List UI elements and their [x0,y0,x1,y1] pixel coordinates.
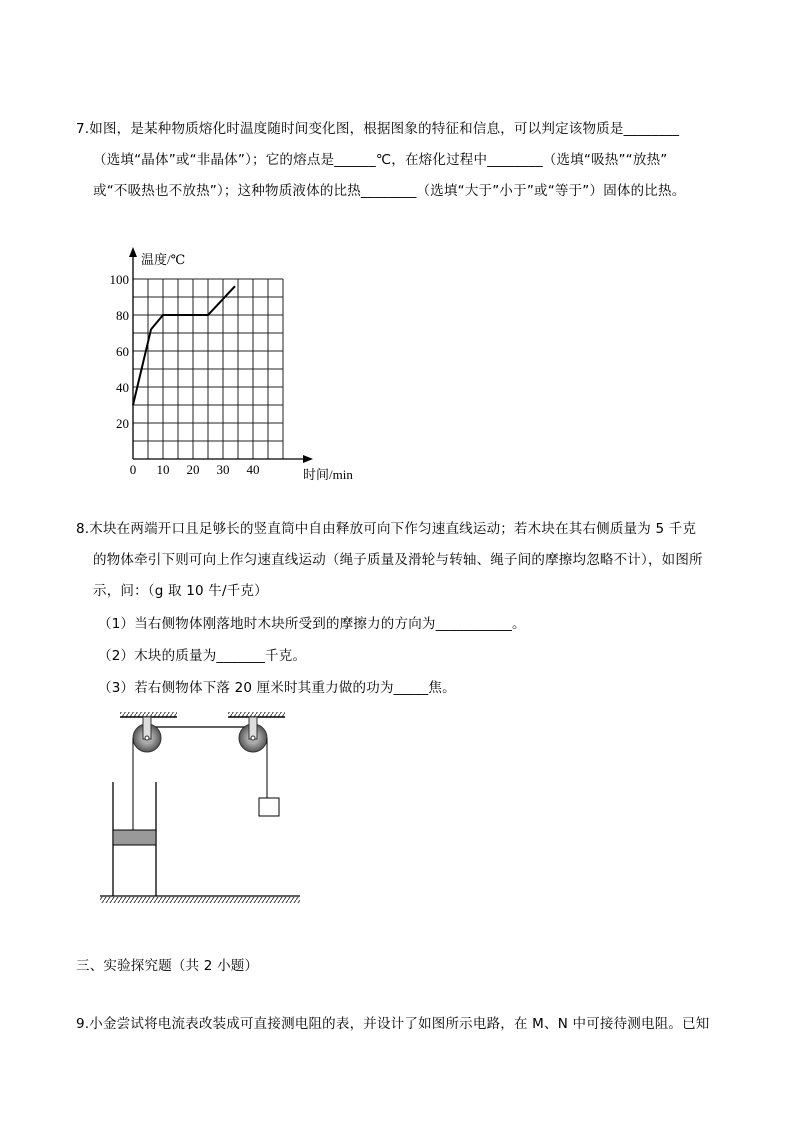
q8-line-1: 8.木块在两端开口且足够长的竖直筒中自由释放可向下作匀速直线运动；若木块在其右侧质量为 5 千克 [76,521,697,537]
pulley-left [133,717,161,752]
x-tick-label: 20 [186,462,200,477]
x-tick-label: 10 [156,462,170,477]
wooden-block [113,830,156,845]
q8-sub-2: （2）木块的质量为_______千克。 [98,648,307,664]
q8-line-2: 的物体牵引下则可向上作匀速直线运动（绳子质量及滑轮与转轴、绳子间的摩擦均忽略不计），如图所 [93,552,703,568]
q7-line-2: （选填“晶体”或“非晶体”）；它的熔点是______℃，在熔化过程中________（选填“吸热”“放热” [93,152,668,168]
y-tick-label: 20 [116,416,129,431]
pulley-right [239,717,267,752]
y-tick-label: 80 [116,308,129,323]
q8-sub-1: （1）当右侧物体刚落地时木块所受到的摩擦力的方向为___________。 [98,616,526,632]
x-tick-label: 0 [129,462,137,477]
y-tick-label: 100 [109,272,129,287]
ceiling-left [120,712,177,717]
y-axis-label: 温度/℃ [141,252,186,267]
q7-line-1: 7.如图，是某种物质熔化时温度随时间变化图，根据图象的特征和信息，可以判定该物质是________ [76,121,680,137]
q8-line-3: 示，问：（g 取 10 牛/千克） [93,583,268,599]
hanging-weight [259,798,279,816]
ground [100,896,300,903]
y-tick-label: 60 [116,344,129,359]
q8-sub-3: （3）若右侧物体下落 20 厘米时其重力做的功为_____焦。 [98,680,456,696]
y-tick-label: 40 [116,380,129,395]
x-axis-label: 时间/min [303,467,353,482]
x-tick-label: 30 [216,462,230,477]
section-title: 三、实验探究题（共 2 小题） [76,958,259,974]
q9-line-1: 9.小金尝试将电流表改装成可直接测电阻的表，并设计了如图所示电路，在 M、N 中可接待测电阻。已知 [76,1016,710,1032]
q7-line-3: 或“不吸热也不放热”）；这种物质液体的比热________（选填“大于”小于”或“等于”）固体的比热。 [93,183,686,199]
ceiling-right [228,712,285,717]
x-tick-label: 40 [246,462,260,477]
